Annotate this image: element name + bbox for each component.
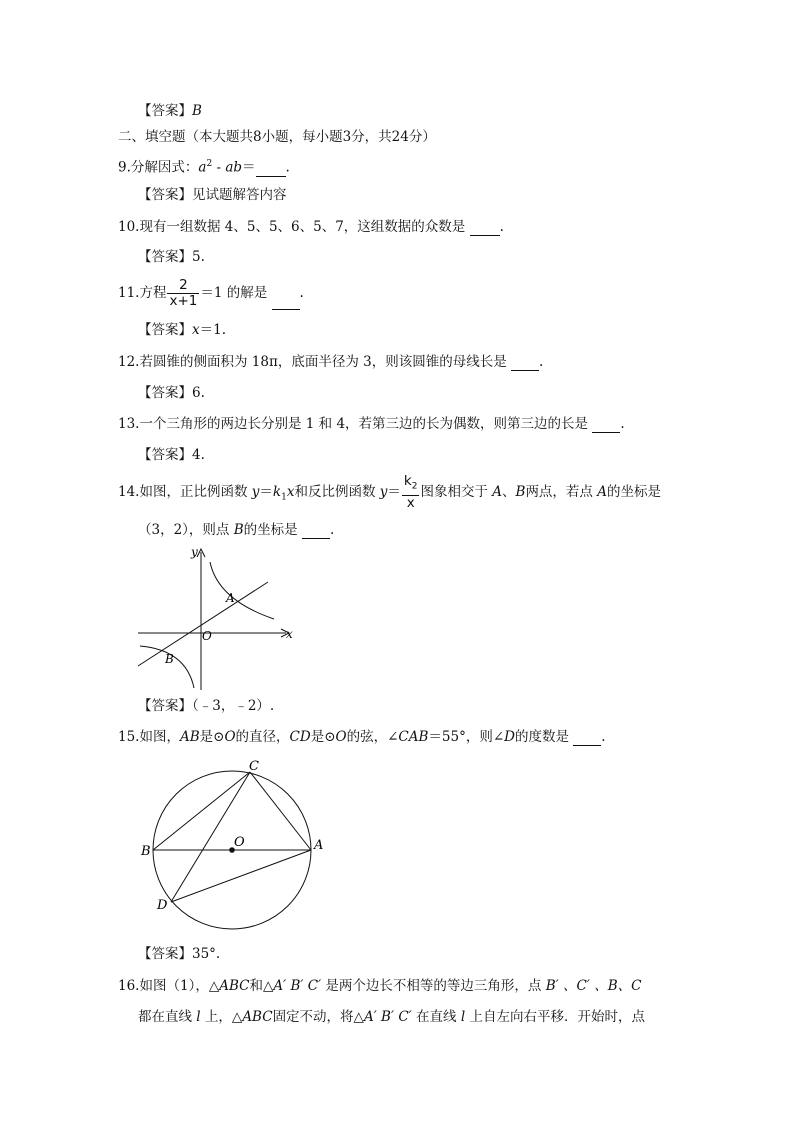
origin-label: O (202, 629, 212, 643)
point-b-label: B (165, 652, 174, 666)
chord-da (171, 850, 311, 902)
question-9: 9.分解因式：$a^2 - ab=$ . (118, 159, 290, 176)
answer-14: 【答案】（﹣3，﹣2）. (138, 698, 275, 714)
circle-figure (138, 756, 334, 936)
answer-10: 【答案】5. (138, 249, 205, 265)
point-d-label: D (157, 898, 168, 913)
question-13: 13.一个三角形的两边长分别是 1 和 4，若第三边的长为偶数，则第三边的长是 . (118, 416, 625, 432)
question-16: 16.如图（1），△ABC和△A′ B′ C′ 是两个边长不相等的等边三角形，点 B′ 、C′ 、B、C (118, 978, 642, 994)
answer-8: 【答案】B (138, 103, 202, 119)
point-o-label: O (234, 835, 245, 850)
question-11: 11.方程 $\frac{2}{x+1}$ ＝1 的解是 . (118, 277, 304, 309)
answer-blank (592, 420, 620, 433)
answer-blank (272, 297, 300, 310)
answer-15: 【答案】35°. (138, 946, 221, 962)
point-a-label: A (226, 591, 235, 605)
point-a-label: A (314, 838, 324, 853)
fraction: $\frac{k_2}{x}$ (403, 473, 418, 511)
point-b-label: B (141, 844, 151, 859)
question-14-line2: （3，2），则点 B的坐标是 . (138, 522, 335, 538)
x-axis-label: x (286, 627, 293, 641)
answer-blank (573, 733, 601, 746)
direct-proportion-line (138, 582, 268, 666)
y-axis-label: y (191, 545, 198, 559)
answer-13: 【答案】4. (138, 447, 205, 463)
question-15: 15.如图，AB是⊙O的直径，CD是⊙O的弦，∠CAB＝55°，则∠D的度数是 . (118, 729, 606, 745)
answer-12: 【答案】6. (138, 385, 205, 401)
question-16-line2: 都在直线 l 上，△ABC固定不动，将△A′ B′ C′ 在直线 l 上自左向右平移．开始时，点 (138, 1009, 645, 1025)
section-title: 二、填空题（本大题共8小题，每小题3分，共24分） (118, 129, 436, 145)
fraction: $\frac{2}{x+1}$ (169, 277, 198, 309)
answer-blank (511, 358, 539, 371)
function-graph-figure (134, 540, 304, 692)
answer-9: 【答案】见试题解答内容 (138, 187, 287, 203)
question-10: 10.现有一组数据 4、5、5、6、5、7，这组数据的众数是 . (118, 219, 504, 235)
question-12: 12.若圆锥的侧面积为 18π，底面半径为 3，则该圆锥的母线长是 . (118, 354, 544, 370)
answer-blank (256, 164, 286, 177)
answer-blank (470, 223, 500, 236)
answer-blank (302, 526, 330, 539)
question-14: 14.如图，正比例函数 $y=k_1x$和反比例函数 y＝ $\frac{k_2}{x}$ 图象相交于 A、B两点，若点 A的坐标是 (118, 473, 661, 511)
hyperbola-branch-1 (210, 562, 274, 619)
chord-ca (250, 772, 311, 850)
answer-11: 【答案】x＝1. (138, 322, 227, 338)
point-c-label: C (249, 759, 259, 774)
